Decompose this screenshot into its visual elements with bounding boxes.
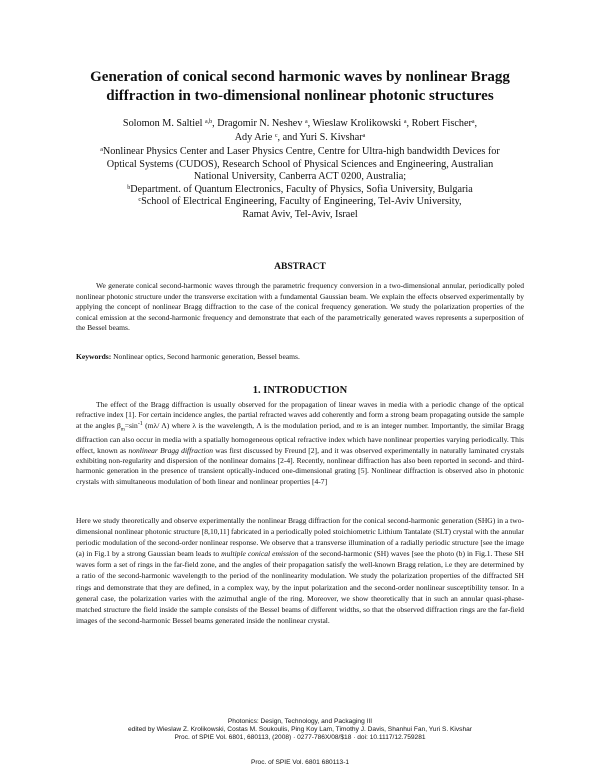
affil-mark: a	[471, 119, 475, 125]
author: , Dragomir N. Neshev	[212, 118, 305, 129]
keywords-label: Keywords:	[76, 352, 112, 361]
affil-mark: a	[362, 133, 366, 139]
affiliations	[0, 146, 600, 222]
author-list	[0, 117, 600, 145]
affiliation: School of Electrical Engineering, Faculty of Engineering, Tel-Aviv University,	[141, 196, 462, 208]
author: Ady Arie	[234, 132, 275, 143]
affiliation: Optical Systems (CUDOS), Research School of Physical Sciences and Engineering, Australian	[106, 158, 494, 170]
text-run: Here we study theoretically and observe experimentally the nonlinear Bragg diffraction for the conical second-harmonic generation (SHG) in a two-dimensional nonlinear photonic structure [8,10,11] fabricated in a periodically poled stoichiometric Lithium Tantalate (SLT) crystal with the annular periodic modulation of the second-order nonlinear response. We observe that a transverse illumination of a radially periodic structure [see the image (a) in Fig.1 by a strong Gaussian beam leads to	[76, 516, 524, 559]
affiliation: National University, Canberra ACT 0200, Australia;	[193, 171, 407, 183]
affil-mark: c	[138, 197, 142, 204]
abstract-text: We generate conical second-harmonic waves through the parametric frequency conversion in a two-dimensional annular, periodically poled nonlinear photonic structure under the transverse excitation with a fundamental Gaussian beam. We explain the effects observed experimentally by applying the concept of nonlinear Bragg diffraction to the case of the conical frequency generation. We study the polarization properties of the conical emission at the second-harmonic frequency and demonstrate that each of the parametrically generated waves represents a superposition of the Bessel beams.	[76, 281, 524, 333]
publication-footer	[0, 718, 600, 741]
paper-title	[0, 68, 600, 106]
intro-paragraph-1	[76, 400, 524, 487]
affil-mark: a	[100, 147, 103, 153]
footer-line: edited by Wieslaw Z. Krolikowski, Costas M. Soukoulis, Ping Koy Lam, Timothy J. Davis, Shanhui Fan, Yuri S. Kivshar	[128, 725, 472, 733]
text-run: nonlinear Bragg diffraction	[128, 445, 214, 455]
affil-mark: a	[304, 119, 308, 125]
author: , Robert Fischer	[406, 118, 472, 129]
affil-mark: b	[127, 184, 131, 191]
affil-mark: a,b	[205, 119, 213, 125]
author: , Wieslaw Krolikowski	[307, 118, 404, 129]
text-run: of the second-harmonic (SH) waves [see the photo (b) in Fig.1. These SH waves form a set of rings in the far-field zone, and the angles of their propagation satisfy the well-known Bragg relation, i.e they are determined by a ratio of the second-harmonic wavelength to the period of the nonlinearity modulation. We study the polarization properties of the diffracted SH rings and demonstrate that they are defined, in a complex way, by the input polarization and the second-order nonlinear susceptibility tensor. In a general case, the polarization varies with the azimuthal angle of the ring. Moreover, we show theoretically that in such an annular quasi-phase-matched structure the field inside the sample consists of the Bessel beams of different widths, so that the observed diffraction rings are the far-field images of the second-harmonic Bessel beams generated inside the nonlinear crystal.	[76, 549, 524, 625]
text-run: =sin	[124, 420, 138, 430]
footer-line: Proc. of SPIE Vol. 6801, 680113, (2008) · 0277-786X/08/$18 · doi: 10.1117/12.759281	[174, 733, 426, 741]
footer-line: Photonics: Design, Technology, and Packaging III	[227, 718, 373, 725]
text-run: (mλ/ Λ) where λ is the wavelength, Λ is the modulation period, and	[142, 420, 357, 430]
abstract-heading: ABSTRACT	[274, 262, 326, 272]
intro-paragraph-2	[76, 515, 524, 626]
text-run: multiple conical emission	[221, 549, 299, 559]
title-line: Generation of conical second harmonic waves by nonlinear Bragg	[90, 69, 510, 85]
separator: ,	[474, 118, 478, 129]
affil-mark: c	[274, 133, 278, 139]
author: , and Yuri S. Kivshar	[277, 132, 363, 143]
keywords-text: Nonlinear optics, Second harmonic generation, Bessel beams.	[111, 352, 300, 361]
text-run: is an integer number. Importantly, the similar Bragg diffraction can also occur in media with a spatially homogeneous optical refractive index which have nonlinear properties varying periodically. This effect, known as	[76, 420, 524, 455]
subscript: m	[120, 427, 125, 433]
superscript: -1	[137, 420, 143, 427]
affiliation: Nonlinear Physics Center and Laser Physics Centre, Centre for Ultra-high bandwidth Devices for	[102, 146, 500, 157]
affil-mark: a	[403, 119, 407, 125]
page-number: Proc. of SPIE Vol. 6801 680113-1	[250, 759, 350, 766]
author: Solomon M. Saltiel	[122, 118, 205, 129]
text-run: was first discussed by Freund [2], and it was observed experimentally in naturally laminated crystals exhibiting non-regularity and dispersion of the nonlinear domains [2-4]. Recently, nonlinear diffraction has also been reported in second- and third-harmonic generation in the presence of transient optically-induced one-dimensional grating [5]. Nonlinear diffraction is observed also in photonic crystals with simultaneous modulation of both linear and nonlinear properties [4-7]	[76, 445, 524, 486]
affiliation: Department. of Quantum Electronics, Faculty of Physics, Sofia University, Bulgaria	[130, 183, 473, 195]
affiliation: Ramat Aviv, Tel-Aviv, Israel	[242, 208, 358, 220]
keywords	[76, 352, 524, 363]
section-heading: 1. INTRODUCTION	[252, 385, 348, 396]
text-run: m	[356, 420, 362, 430]
title-line: diffraction in two-dimensional nonlinear photonic structures	[106, 88, 494, 104]
text-run: The effect of the Bragg diffraction is usually observed for the propagation of linear waves in media with a periodic change of the optical refractive index [1]. For certain incidence angles, the partial refracted waves add coherently and form a strong beam propagating outside the sample at the angles β	[76, 400, 524, 430]
